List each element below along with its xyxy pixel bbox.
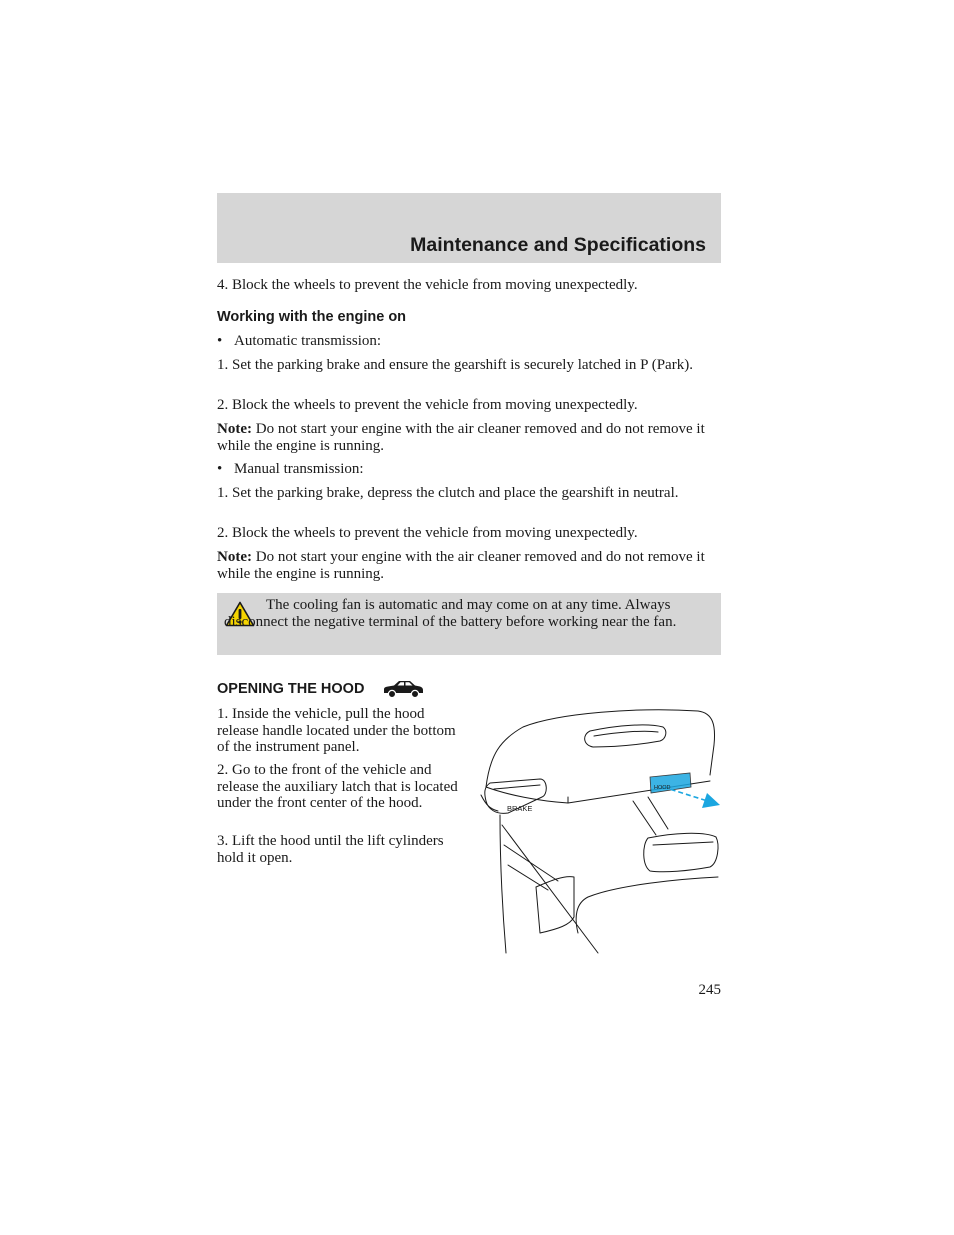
manual-transmission-label: Manual transmission: <box>234 461 364 477</box>
automatic-transmission-label: Automatic transmission: <box>234 333 382 349</box>
hood-label: HOOD <box>654 785 671 791</box>
automatic-step-2: 2. Block the wheels to prevent the vehicle from moving unexpectedly. <box>217 397 638 413</box>
bullet: • <box>217 333 223 349</box>
hood-release-illustration <box>478 705 723 957</box>
note-text: Do not start your engine with the air cleaner removed and do not remove it while the engine is running. <box>217 549 705 582</box>
warning-message: The cooling fan is automatic and may come on at any time. Always disconnect the negative terminal of the battery before working near the fan. <box>224 597 677 630</box>
manual-step-1: 1. Set the parking brake, depress the clutch and place the gearshift in neutral. <box>217 485 679 501</box>
brake-label: BRAKE <box>507 804 533 813</box>
automatic-step-1: 1. Set the parking brake and ensure the gearshift is securely latched in P (Park). <box>217 357 693 373</box>
step-4-block-wheels: 4. Block the wheels to prevent the vehicle from moving unexpectedly. <box>217 277 638 293</box>
warning-text <box>224 597 714 630</box>
opening-hood-heading: OPENING THE HOOD <box>217 681 365 697</box>
note-label: Note: <box>217 421 252 437</box>
hood-step-3: 3. Lift the hood until the lift cylinders hold it open. <box>217 833 444 866</box>
section-header-band <box>217 193 721 263</box>
section-title: Maintenance and Specifications <box>410 234 706 256</box>
page-number: 245 <box>698 982 721 998</box>
manual-transmission-item <box>217 461 721 478</box>
note-text: Do not start your engine with the air cleaner removed and do not remove it while the engine is running. <box>217 421 705 454</box>
bullet: • <box>217 461 223 477</box>
manual-step-2: 2. Block the wheels to prevent the vehicle from moving unexpectedly. <box>217 525 638 541</box>
car-icon <box>382 679 424 699</box>
automatic-transmission-item <box>217 333 721 350</box>
manual-note <box>217 549 721 582</box>
engine-on-heading: Working with the engine on <box>217 309 407 325</box>
automatic-note <box>217 421 721 454</box>
warning-box <box>217 593 721 655</box>
note-label: Note: <box>217 549 252 565</box>
hood-step-2: 2. Go to the front of the vehicle and release the auxiliary latch that is located under the front center of the hood. <box>217 762 458 811</box>
hood-step-1: 1. Inside the vehicle, pull the hood release handle located under the bottom of the instrument panel. <box>217 706 456 755</box>
